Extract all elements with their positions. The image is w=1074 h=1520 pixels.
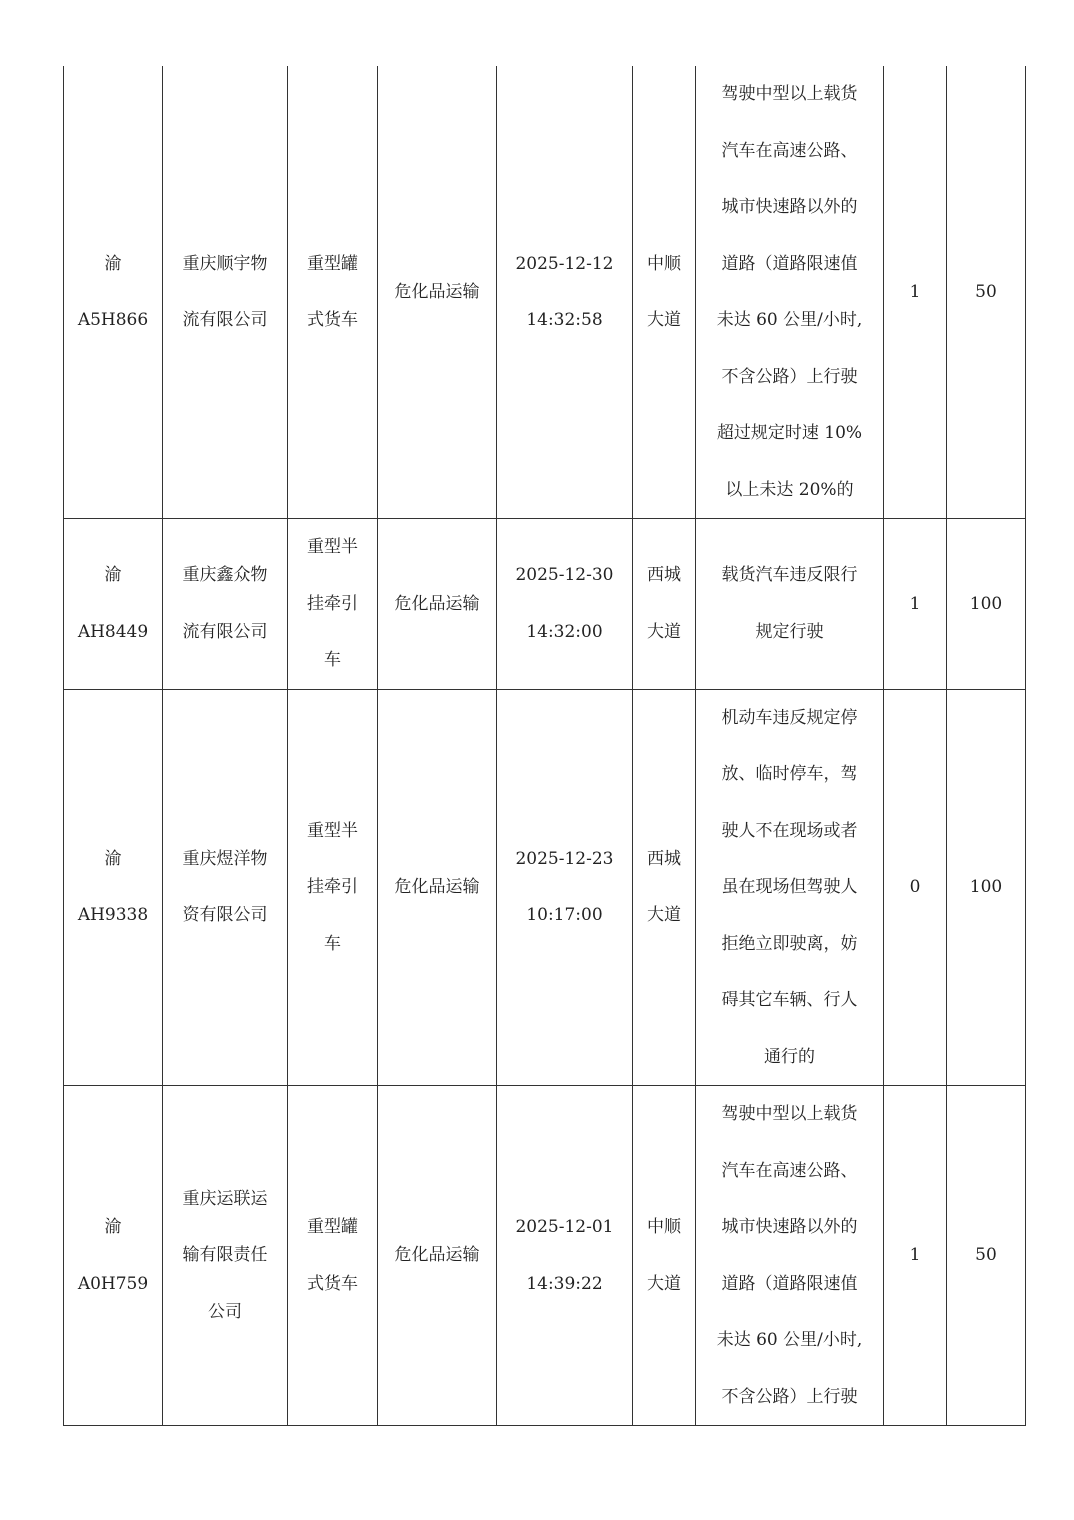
points-cell: 1 [884, 519, 947, 690]
vehicle-type-cell: 重型罐 式货车 [288, 1086, 378, 1426]
violations-table [63, 66, 1026, 1426]
company-cell: 重庆运联运 输有限责任 公司 [163, 1086, 288, 1426]
plate-cell: 渝 A5H866 [64, 66, 163, 519]
fine-cell: 50 [947, 1086, 1026, 1426]
violation-cell: 驾驶中型以上载货 汽车在高速公路、 城市快速路以外的 道路（道路限速值 未达 60 公里/小时, 不含公路）上行驶 超过规定时速 10% 以上未达 20%的 [696, 66, 884, 519]
time-cell: 2025-12-30 14:32:00 [497, 519, 633, 690]
usage-cell: 危化品运输 [378, 66, 497, 519]
company-cell: 重庆鑫众物 流有限公司 [163, 519, 288, 690]
usage-cell: 危化品运输 [378, 519, 497, 690]
fine-cell: 100 [947, 689, 1026, 1086]
time-cell: 2025-12-23 10:17:00 [497, 689, 633, 1086]
points-cell: 0 [884, 689, 947, 1086]
vehicle-type-cell: 重型罐 式货车 [288, 66, 378, 519]
company-cell: 重庆顺宇物 流有限公司 [163, 66, 288, 519]
violation-cell: 机动车违反规定停 放、临时停车，驾 驶人不在现场或者 虽在现场但驾驶人 拒绝立即驶离，妨 碍其它车辆、行人 通行的 [696, 689, 884, 1086]
time-cell: 2025-12-01 14:39:22 [497, 1086, 633, 1426]
table-row [64, 1086, 1026, 1426]
vehicle-type-cell: 重型半 挂牵引 车 [288, 689, 378, 1086]
usage-cell: 危化品运输 [378, 689, 497, 1086]
points-cell: 1 [884, 1086, 947, 1426]
plate-cell: 渝 AH9338 [64, 689, 163, 1086]
company-cell: 重庆煜洋物 资有限公司 [163, 689, 288, 1086]
location-cell: 中顺 大道 [633, 66, 696, 519]
table-row [64, 689, 1026, 1086]
violation-cell: 载货汽车违反限行 规定行驶 [696, 519, 884, 690]
violation-cell: 驾驶中型以上载货 汽车在高速公路、 城市快速路以外的 道路（道路限速值 未达 60 公里/小时, 不含公路）上行驶 [696, 1086, 884, 1426]
vehicle-type-cell: 重型半 挂牵引 车 [288, 519, 378, 690]
points-cell: 1 [884, 66, 947, 519]
location-cell: 西城 大道 [633, 519, 696, 690]
table-row [64, 519, 1026, 690]
table-row [64, 66, 1026, 519]
usage-cell: 危化品运输 [378, 1086, 497, 1426]
fine-cell: 50 [947, 66, 1026, 519]
fine-cell: 100 [947, 519, 1026, 690]
plate-cell: 渝 A0H759 [64, 1086, 163, 1426]
location-cell: 西城 大道 [633, 689, 696, 1086]
plate-cell: 渝 AH8449 [64, 519, 163, 690]
location-cell: 中顺 大道 [633, 1086, 696, 1426]
time-cell: 2025-12-12 14:32:58 [497, 66, 633, 519]
